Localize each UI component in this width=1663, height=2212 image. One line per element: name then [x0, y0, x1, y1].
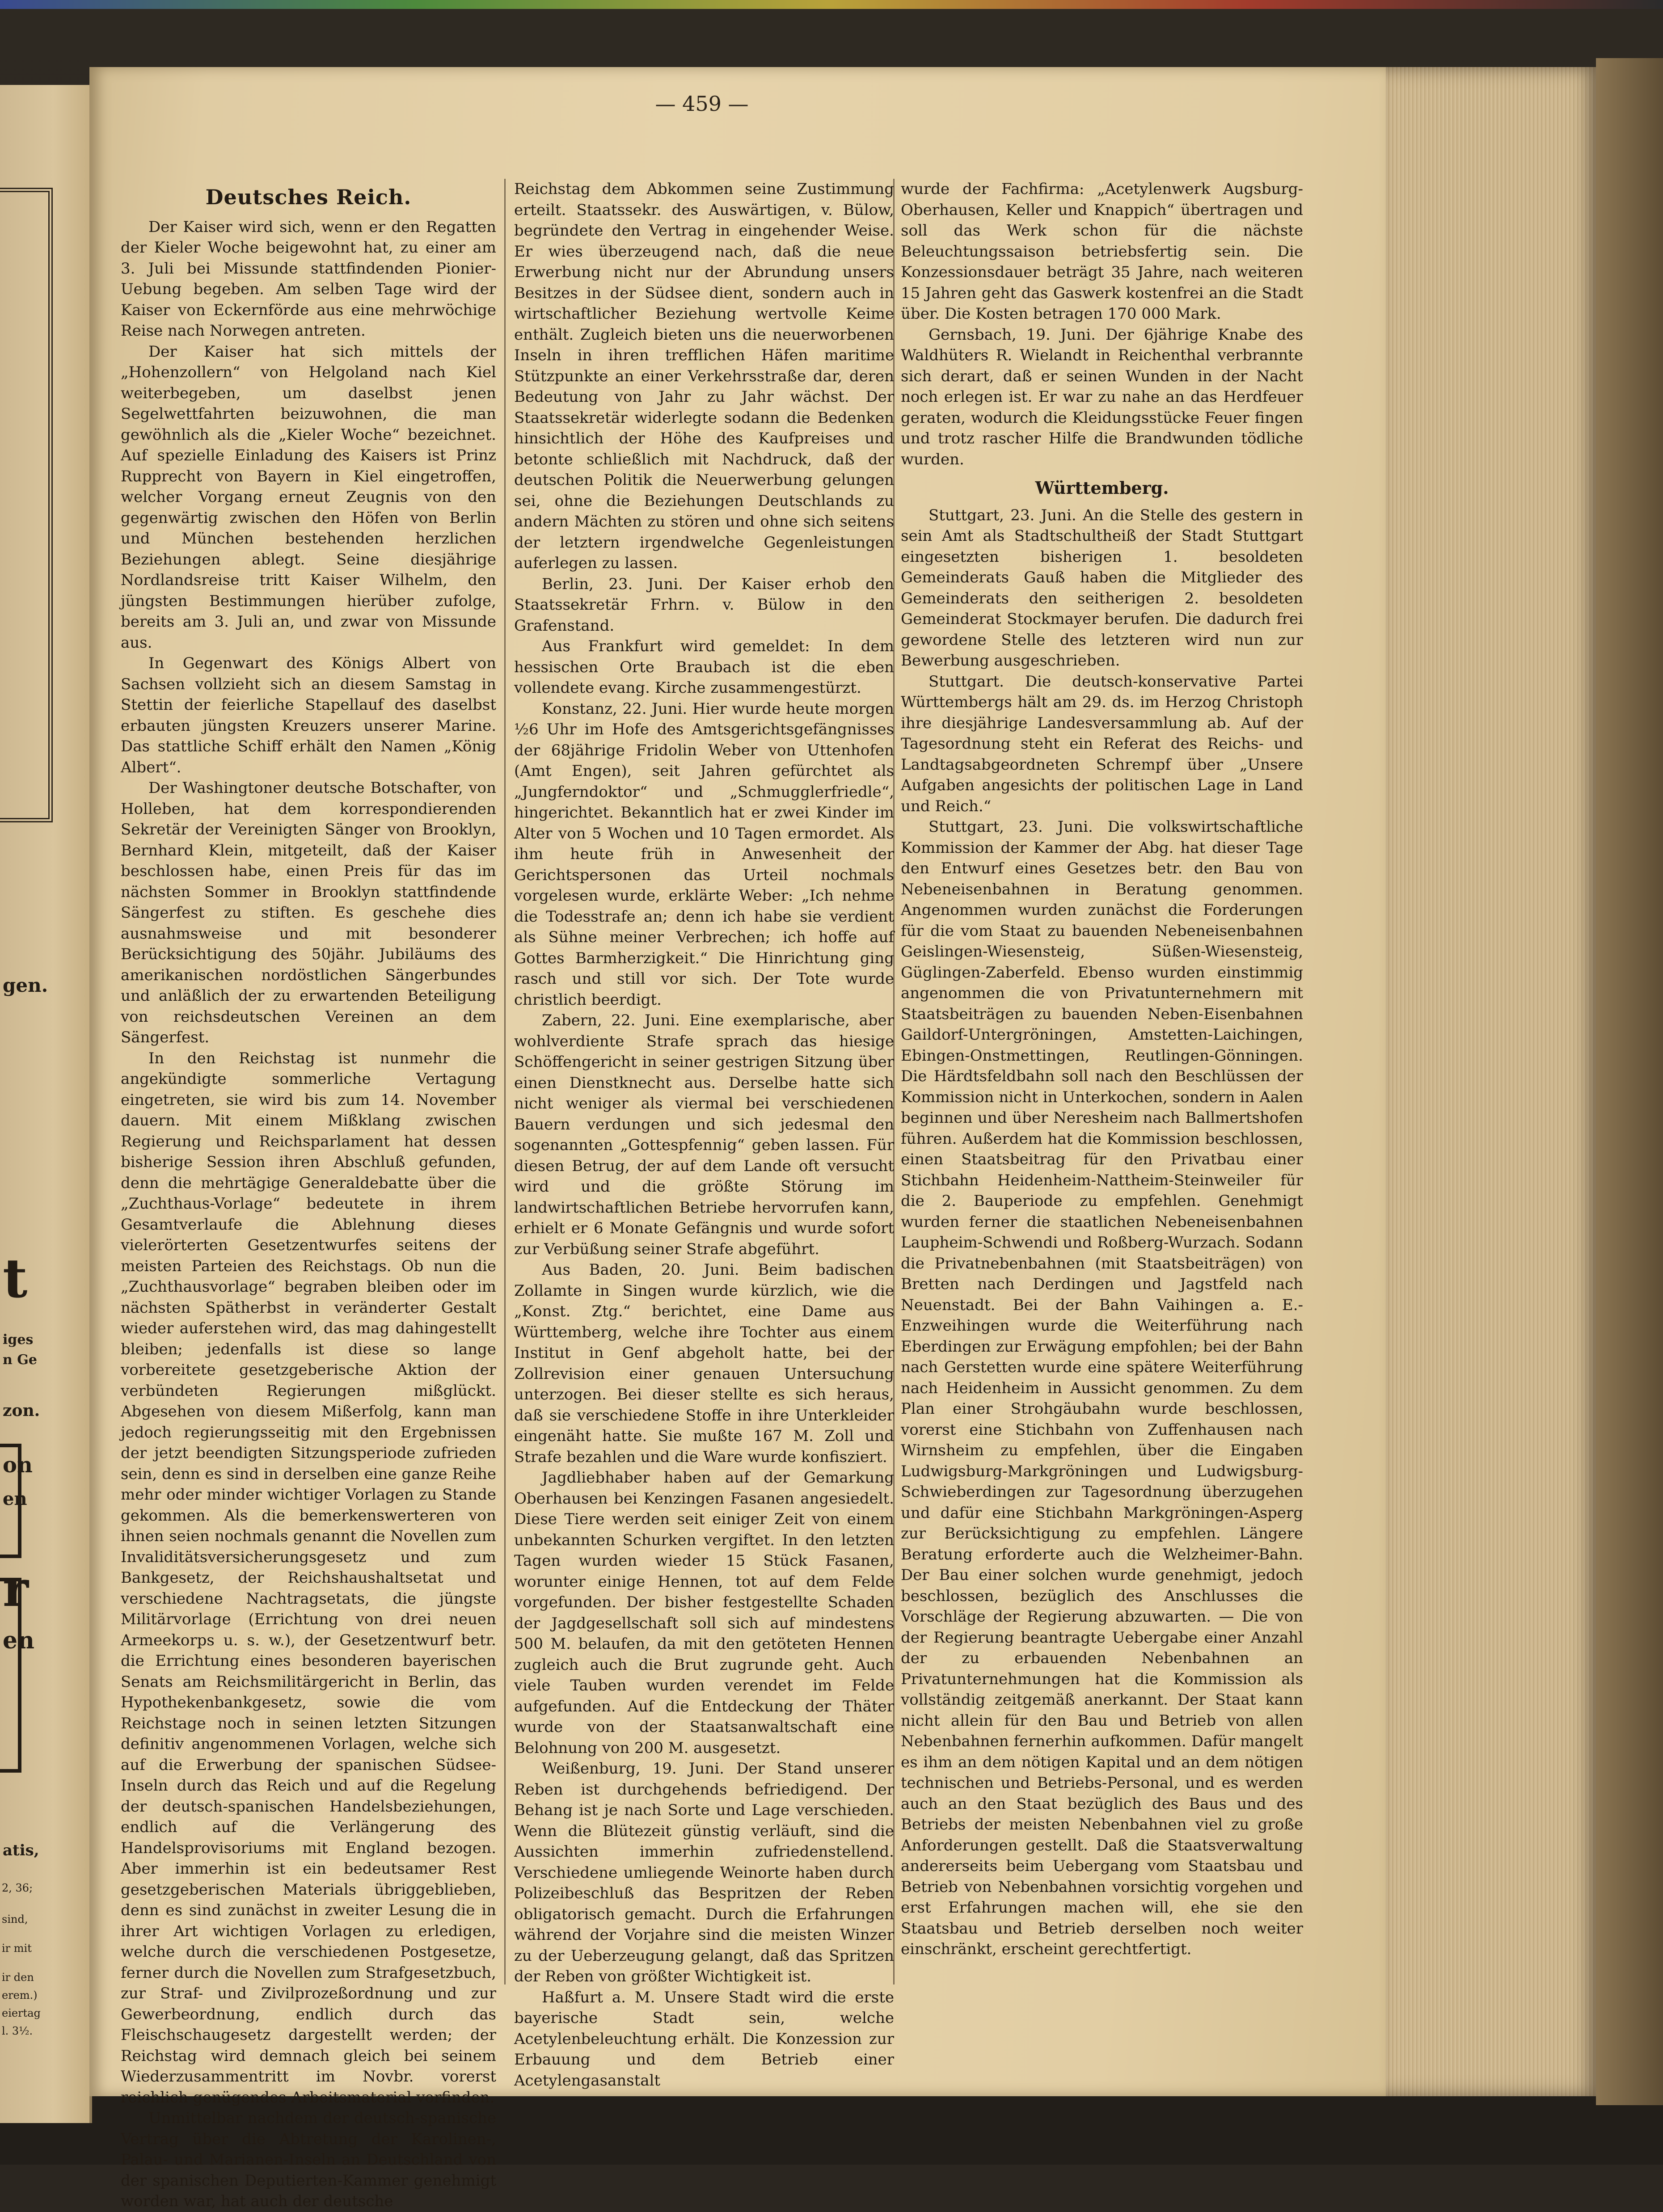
- article-paragraph: In Gegenwart des Königs Albert von Sachsen vollzieht sich an diesem Samstag in Stettin der feierliche Stapellauf des daselbst erbauten jüngsten Kreuzers unserer Marine. Das stattliche Schiff erhält den Namen „König Albert“.: [121, 654, 496, 776]
- article-paragraph: wurde der Fachfirma: „Acetylenwerk Augsburg-Oberhausen, Keller und Knappich“ übertragen und soll das Werk schon für die nächste Beleuchtungssaison betriebsfertig sein. Die Konzessionsdauer beträgt 35 Jahre, nach weiteren 15 Jahren geht das Gaswerk kostenfrei an die Stadt über. Die Kosten betragen 170 000 Mark.: [901, 180, 1303, 323]
- left-fragment: iges: [3, 1332, 34, 1348]
- column-1: [121, 179, 496, 2210]
- scan-color-calibration-bar: [0, 0, 1663, 9]
- left-fragment: zon.: [3, 1401, 40, 1420]
- left-ad-box: [0, 1578, 21, 1773]
- article-paragraph: Reichstag dem Abkommen seine Zustimmung erteilt. Staatssekr. des Auswärtigen, v. Bülow, begründete den Vertrag in eingehender Weise. Er wies überzeugend nach, daß die neue Erwerbung nicht nur der Abrundung unsers Besitzes in der Südsee dient, sondern auch in wirtschaftlicher Beziehung wertvolle Keime enthält. Zugleich bieten uns die neuerworbenen Inseln in ihren trefflichen Häfen maritime Stützpunkte an einer Verkehrsstraße dar, deren Bedeutung von Jahr zu Jahr wächst. Der Staatssekretär widerlegte sodann die Bedenken hinsichtlich der Höhe des Kaufpreises und betonte schließlich mit Nachdruck, daß der deutschen Politik die Neuerwerbung gelungen sei, ohne die Beziehungen Deutschlands zu andern Mächten zu stören und ohne sich seitens der letztern irgendwelche Gegenleistungen auferlegen zu lassen.: [514, 180, 894, 572]
- article-paragraph: Stuttgart. Die deutsch-konservative Partei Württembergs hält am 29. ds. im Herzog Christoph ihre diesjährige Landesversammlung ab. Auf der Tagesordnung steht ein Referat des Reichs- und Landtagsabgeordneten Schrempf über „Unsere Aufgaben angesichts der politischen Lage in Land und Reich.“: [901, 672, 1303, 815]
- article-paragraph: Der Kaiser wird sich, wenn er den Regatten der Kieler Woche beigewohnt hat, zu einer am 3. Juli bei Missunde stattfindenden Pionier-Uebung begeben. Am selben Tage wird der Kaiser von Eckernförde aus eine mehrwöchige Reise nach Norwegen antreten.: [121, 218, 496, 340]
- left-fragment: sind,: [2, 1913, 28, 1925]
- page-number: — 459 —: [655, 92, 749, 116]
- article-paragraph: Haßfurt a. M. Unsere Stadt wird die erste bayerische Stadt sein, welche Acetylenbeleuchtung erhält. Die Konzession zur Erbauung und dem Betrieb einer Acetylengasanstalt: [514, 1988, 894, 2090]
- left-fragment: l. 3½.: [2, 2025, 33, 2037]
- left-fragment: ir den: [2, 1971, 34, 1984]
- article-paragraph: In den Reichstag ist nunmehr die angekündigte sommerliche Vertagung eingetreten, sie wird bis zum 14. November dauern. Mit einem Mißklang zwischen Regierung und Reichsparlament hat dessen bisherige Session ihren Abschluß gefunden, denn die mehrtägige Generaldebatte über die „Zuchthaus-Vorlage“ bedeutete in ihrem Gesamtverlaufe die Ablehnung dieses vielerörterten Gesetzentwurfes seitens der meisten Parteien des Reichstags. Ob nun die „Zuchthausvorlage“ begraben bleiben oder im nächsten Spätherbst in veränderter Gestalt wieder auferstehen wird, das mag dahingestellt bleiben; jedenfalls ist diese so lange vorbereitete gesetzgeberische Aktion der verbündeten Regierungen mißglückt. Abgesehen von diesem Mißerfolg, kann man jedoch regierungsseitig mit den Ergebnissen der jetzt beendigten Sitzungsperiode zufrieden sein, denn es sind in derselben eine ganze Reihe mehr oder minder wichtiger Vorlagen zu Stande gekommen. Als die bemerkenswerteren von ihnen seien nochmals genannt die Novellen zum Invaliditätsversicherungsgesetz und zum Bankgesetz, der Reichshaushaltsetat und verschiedene Nachtragsetats, die jüngste Militärvorlage (Errichtung von drei neuen Armeekorps u. s. w.), der Gesetzentwurf betr. die Errichtung eines besonderen bayerischen Senats am Reichsmilitärgericht in Berlin, das Hypothekenbankgesetz, sowie die vom Reichstage noch in seinen letzten Sitzungen definitiv angenommenen Vorlagen, welche sich auf die Erwerbung der spanischen Südsee-Inseln durch das Reich und auf die Regelung der deutsch-spanischen Handelsbeziehungen, endlich auf die Verlängerung des Handelsprovisoriums mit England bezogen. Aber immerhin ist ein bedeutsamer Rest gesetzgeberischen Materials übriggeblieben, denn es sind zunächst in zweiter Lesung die in ihrer Art wichtigen Vorlagen zu erledigen, welche durch die verschiedenen Postgesetze, ferner durch die Novellen zum Strafgesetzbuch, zur Straf- und Zivilprozeßordnung und zur Gewerbeordnung, endlich durch das Fleischschaugesetz dargestellt werden; der Reichstag wird demnach gleich bei seinem Wiederzusammentritt im Novbr. vorerst reichlich genügendes Arbeitsmaterial vorfinden.: [121, 1049, 496, 2107]
- left-fragment: n Ge: [3, 1352, 37, 1368]
- column-3: [901, 179, 1303, 1984]
- article-paragraph: Stuttgart, 23. Juni. An die Stelle des gestern in sein Amt als Stadtschultheiß der Stadt Stuttgart eingesetzten bisherigen 1. besoldeten Gemeinderats Gauß haben die Mitglieder des Gemeinderats den seitherigen 2. besoldeten Gemeinderat Stockmayer berufen. Die dadurch frei gewordene Stelle des letzteren wird nun zur Bewerbung ausgeschrieben.: [901, 506, 1303, 670]
- left-fragment: en: [3, 1488, 27, 1509]
- article-paragraph: Berlin, 23. Juni. Der Kaiser erhob den Staatssekretär Frhrn. v. Bülow in den Grafenstand.: [514, 575, 894, 635]
- article-paragraph: Aus Baden, 20. Juni. Beim badischen Zollamte in Singen wurde kürzlich, wie die „Konst. Ztg.“ berichtet, eine Dame aus Württemberg, welche ihre Tochter aus einem Institut in Genf abgeholt hatte, bei der Zollrevision einer genauen Untersuchung unterzogen. Bei dieser stellte es sich heraus, daß sie verschiedene Stoffe in ihre Unterkleider eingenäht hatte. Sie mußte 167 M. Zoll und Strafe bezahlen und die Ware wurde konfisziert.: [514, 1261, 894, 1466]
- column-divider: [504, 179, 506, 1984]
- article-paragraph: Weißenburg, 19. Juni. Der Stand unserer Reben ist durchgehends befriedigend. Der Behang ist je nach Sorte und Lage verschieden. Wenn die Blütezeit günstig verläuft, sind die Aussichten immerhin zufriedenstellend. Verschiedene umliegende Weinorte haben durch Polizeibeschluß das Bespritzen der Reben obligatorisch gemacht. Durch die Erfahrungen während der Vorjahre sind die meisten Winzer zu der Ueberzeugung gelangt, daß das Spritzen der Reben von größter Wichtigkeit ist.: [514, 1760, 894, 1985]
- article-paragraph: Gernsbach, 19. Juni. Der 6jährige Knabe des Waldhüters R. Wielandt in Reichenthal verbrannte sich derart, daß er seinen Wunden in der Nacht noch erlegen ist. Er war zu nahe an das Herdfeuer geraten, wodurch die Kleidungsstücke Feuer fingen und trotz rascher Hilfe die Brandwunden tödliche wurden.: [901, 325, 1303, 468]
- left-fragment: gen.: [3, 974, 48, 996]
- article-paragraph: Aus Frankfurt wird gemeldet: In dem hessischen Orte Braubach ist die eben vollendete evang. Kirche zusammengestürzt.: [514, 637, 894, 697]
- article-paragraph: Jagdliebhaber haben auf der Gemarkung Oberhausen bei Kenzingen Fasanen angesiedelt. Diese Tiere werden seit einiger Zeit von einem unbekannten Schurken vergiftet. In den letzten Tagen wurden wieder 15 Stück Fasanen, worunter einige Hennen, tot auf dem Felde vorgefunden. Der bisher festgestellte Schaden der Jagdgesellschaft soll sich auf mindestens 500 M. belaufen, da mit den getöteten Hennen zugleich auch die Brut zugrunde geht. Auch viele Tauben wurden verendet im Felde aufgefunden. Auf die Entdeckung der Thäter wurde von der Staatsanwaltschaft eine Belohnung von 200 M. ausgesetzt.: [514, 1469, 894, 1757]
- left-fragment: en: [3, 1627, 34, 1654]
- article-paragraph: Unmittelbar nachdem der deutsch-spanische Vertrag über die Abtretung der Karolinen-, Palau- und Marianen-Inseln an Deutschland von der spanischen Deputierten-Kammer genehmigt worden war, hat auch der deutsche: [121, 2109, 496, 2210]
- left-fragment: 2, 36;: [2, 1882, 33, 1894]
- book-page-edges: [1386, 67, 1600, 2096]
- article-paragraph: Der Washingtoner deutsche Botschafter, von Holleben, hat dem korrespondierenden Sekretär der Vereinigten Sänger von Brooklyn, Bernhard Klein, mitgeteilt, daß der Kaiser beschlossen habe, einen Preis für das im nächsten Sommer in Brooklyn stattfindende Sängerfest zu stiften. Es geschehe dies ausnahmsweise und mit besonderer Berücksichtigung des 50jähr. Jubiläums des amerikanischen nordöstlichen Sängerbundes und anläßlich der zu erwartenden Beteiligung von reichsdeutschen Vereinen an dem Sängerfest.: [121, 779, 496, 1046]
- column-2: [514, 179, 894, 2090]
- left-fragment: eiertag: [2, 2007, 41, 2019]
- article-paragraph: Zabern, 22. Juni. Eine exemplarische, aber wohlverdiente Strafe sprach das hiesige Schöffengericht in seiner gestrigen Sitzung über einen Dienstknecht aus. Derselbe hatte sich nicht weniger als viermal bei verschiedenen Bauern verdungen und sich jedesmal den sogenannten „Gottespfennig“ geben lassen. Für diesen Betrug, der auf dem Lande oft versucht wird und die größte Störung im landwirtschaftlichen Betriebe hervorrufen kann, erhielt er 6 Monate Gefängnis und wurde sofort zur Verbüßung seiner Strafe abgeführt.: [514, 1011, 894, 1258]
- article-paragraph: Der Kaiser hat sich mittels der „Hohenzollern“ von Helgoland nach Kiel weiterbegeben, um daselbst jenen Segelwettfahrten beizuwohnen, die man gewöhnlich als die „Kieler Woche“ bezeichnet. Auf spezielle Einladung des Kaisers ist Prinz Rupprecht von Bayern in Kiel eingetroffen, welcher Vorgang erneut Zeugnis von den gegenwärtig zwischen den Höfen von Berlin und München bestehenden herzlichen Beziehungen ablegt. Seine diesjährige Nordlandsreise tritt Kaiser Wilhelm, den jüngsten Bestimmungen hierüber zufolge, bereits am 3. Juli an, und zwar von Missunde aus.: [121, 342, 496, 652]
- left-fragment: ir mit: [2, 1942, 32, 1955]
- left-page-strip: [0, 85, 92, 2123]
- left-fragment: r: [3, 1560, 29, 1618]
- left-fragment: erem.): [2, 1989, 38, 2001]
- left-fragment: t: [3, 1247, 28, 1310]
- article-paragraph: Konstanz, 22. Juni. Hier wurde heute morgen ½6 Uhr im Hofe des Amtsgerichtsgefängnisses der 68jährige Fridolin Weber von Uttenhofen (Amt Engen), seit Jahren gefürchtet als „Jungferndoktor“ und „Schmugglerfriedle“, hingerichtet. Bekanntlich hat er zwei Kinder im Alter von 5 Wochen und 10 Tagen ermordet. Als ihm heute früh in Anwesenheit der Gerichtspersonen das Urteil nochmals vorgelesen wurde, erklärte Weber: „Ich nehme die Todesstrafe an; denn ich habe sie verdient als Sühne meiner Verbrechen; ich hoffe auf Gottes Barmherzigkeit.“ Die Hinrichtung ging rasch und still vor sich. Der Tote wurde christlich beerdigt.: [514, 699, 894, 1009]
- section-heading-deutsches-reich: Deutsches Reich.: [205, 185, 412, 209]
- left-fragment: on: [3, 1453, 33, 1478]
- left-page-ornamental-border: [0, 188, 53, 822]
- section-heading-wuerttemberg: Württemberg.: [1035, 478, 1169, 498]
- article-paragraph: Stuttgart, 23. Juni. Die volkswirtschaftliche Kommission der Kammer der Abg. hat dieser Tage den Entwurf eines Gesetzes betr. den Bau von Nebeneisenbahnen in Beratung genommen. Angenommen wurden zunächst die Forderungen für die vom Staat zu bauenden Nebeneisenbahnen Geislingen-Wiesensteig, Süßen-Wiesensteig, Güglingen-Zaberfeld. Ebenso wurden einstimmig angenommen die von Privatunternehmern mit Staatsbeiträgen zu bauenden Neben-Eisenbahnen Gaildorf-Untergröningen, Amstetten-Laichingen, Ebingen-Onstmettingen, Reutlingen-Gönningen. Die Härdtsfeldbahn soll nach den Beschlüssen der Kommission nicht in Unterkochen, sondern in Aalen beginnen und über Neresheim nach Ballmertshofen führen. Außerdem hat die Kommission beschlossen, einen Staatsbeitrag für den Privatbau einer Stichbahn Heidenheim-Nattheim-Steinweiler für die 2. Bauperiode zu empfehlen. Genehmigt wurden ferner die staatlichen Nebeneisenbahnen Laupheim-Schwendi und Roßberg-Wurzach. Sodann die Privatnebenbahnen (mit Staatsbeiträgen) von Bretten nach Derdingen und Jagstfeld nach Neuenstadt. Bei der Bahn Vaihingen a. E.-Enzweihingen wurde die Weiterführung nach Eberdingen zur Erwägung empfohlen; bei der Bahn nach Gerstetten wurde eine spätere Weiterführung nach Heidenheim in Aussicht genommen. Zu dem Plan einer Strohgäubahn wurde beschlossen, vorerst eine Stichbahn von Zuffenhausen nach Wirnsheim zu empfehlen, über die Eingaben Ludwigsburg-Markgröningen und Ludwigsburg-Schwieberdingen zur Tagesordnung überzugehen und dafür eine Stichbahn Markgröningen-Asperg zur Berücksichtigung zu empfehlen. Längere Beratung erforderte auch die Welzheimer-Bahn. Der Bau einer solchen wurde genehmigt, jedoch beschlossen, bezüglich des Anschlusses die Vorschläge der Regierung abzuwarten. — Die von der Regierung beantragte Uebergabe einer Anzahl der zu erbauenden Nebenbahnen an Privatunternehmungen hat die Kommission als vollständig zeitgemäß anerkannt. Der Staat kann nicht allein für den Bau und Betrieb von allen Nebenbahnen fernerhin aufkommen. Dafür mangelt es ihm an dem nötigen Kapital und an dem nötigen technischen und Betriebs-Personal, und es werden auch an den Staat bezüglich des Baus und des Betriebs der meisten Nebenbahnen viel zu große Anforderungen gestellt. Daß die Staatsverwaltung andererseits beim Uebergang vom Staatsbau und Betrieb von Nebenbahnen vorsichtig vorgehen und erst Erfahrungen machen will, ehe sie den Staatsbau und Betrieb derselben noch weiter einschränkt, erscheint gerechtfertigt.: [901, 818, 1303, 1958]
- book-cover-edge: [1596, 58, 1663, 2105]
- left-fragment: atis,: [3, 1841, 39, 1859]
